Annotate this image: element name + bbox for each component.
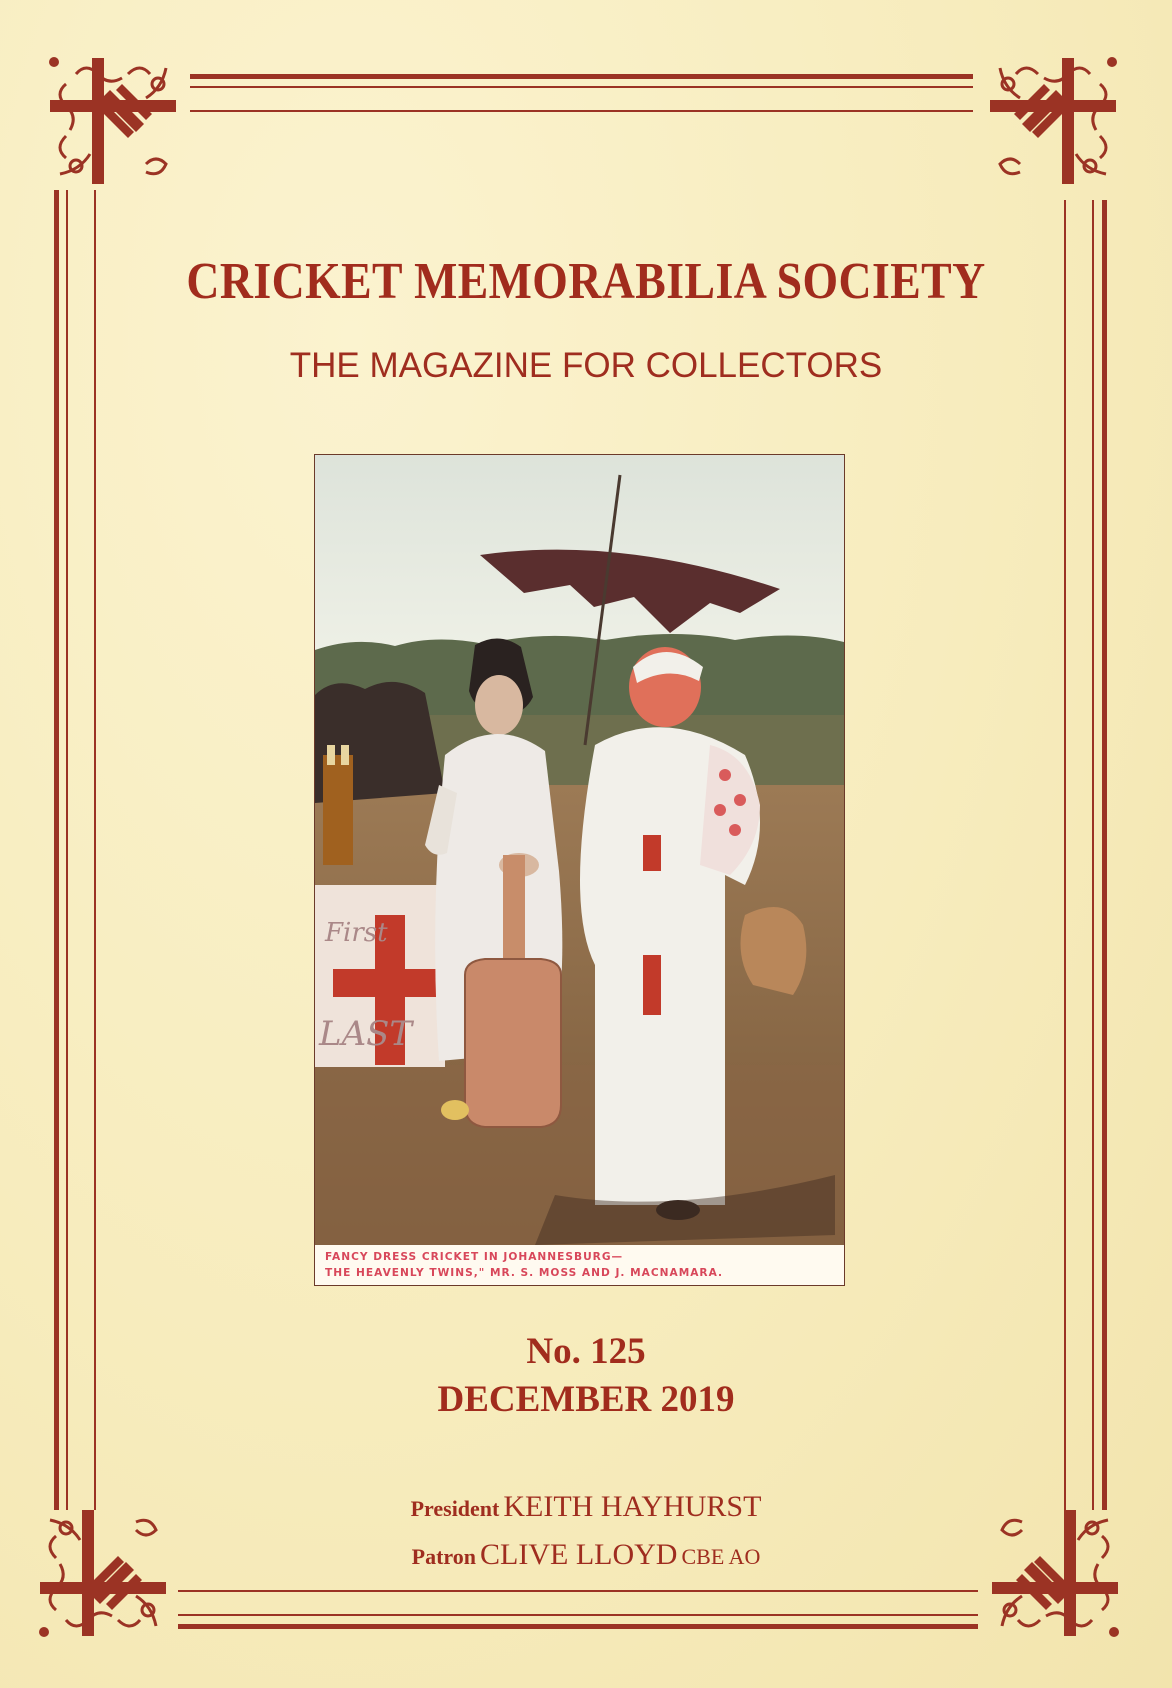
banner-text-first: First xyxy=(325,918,388,948)
corner-ornament-bottom-left xyxy=(36,1506,170,1640)
magazine-subtitle: THE MAGAZINE FOR COLLECTORS xyxy=(289,346,883,385)
patron-honours: CBE AO xyxy=(681,1544,761,1569)
corner-ornament-bottom-right xyxy=(988,1506,1122,1640)
cover-photo-illustration xyxy=(315,455,844,1245)
patron-name: CLIVE LLOYD xyxy=(480,1538,678,1571)
photo-caption xyxy=(315,1245,844,1285)
corner-ornament-top-left xyxy=(46,54,180,188)
photo-caption-line-2: THE HEAVENLY TWINS," MR. S. MOSS AND J. MACNAMARA. xyxy=(325,1267,724,1279)
patron-credit xyxy=(0,1538,1172,1572)
president-credit xyxy=(0,1490,1172,1524)
corner-ornament-top-right xyxy=(986,54,1120,188)
banner-text-last: LAST xyxy=(319,1014,413,1054)
issue-number: No. 125 xyxy=(526,1331,646,1372)
president-name: KEITH HAYHURST xyxy=(503,1490,762,1523)
magazine-title: CRICKET MEMORABILIA SOCIETY xyxy=(186,253,986,310)
issue-date: DECEMBER 2019 xyxy=(437,1379,735,1420)
cover-photo xyxy=(314,454,845,1286)
president-role: President xyxy=(410,1496,500,1521)
photo-caption-line-1: FANCY DRESS CRICKET IN JOHANNESBURG— xyxy=(325,1251,624,1263)
patron-role: Patron xyxy=(411,1544,477,1569)
